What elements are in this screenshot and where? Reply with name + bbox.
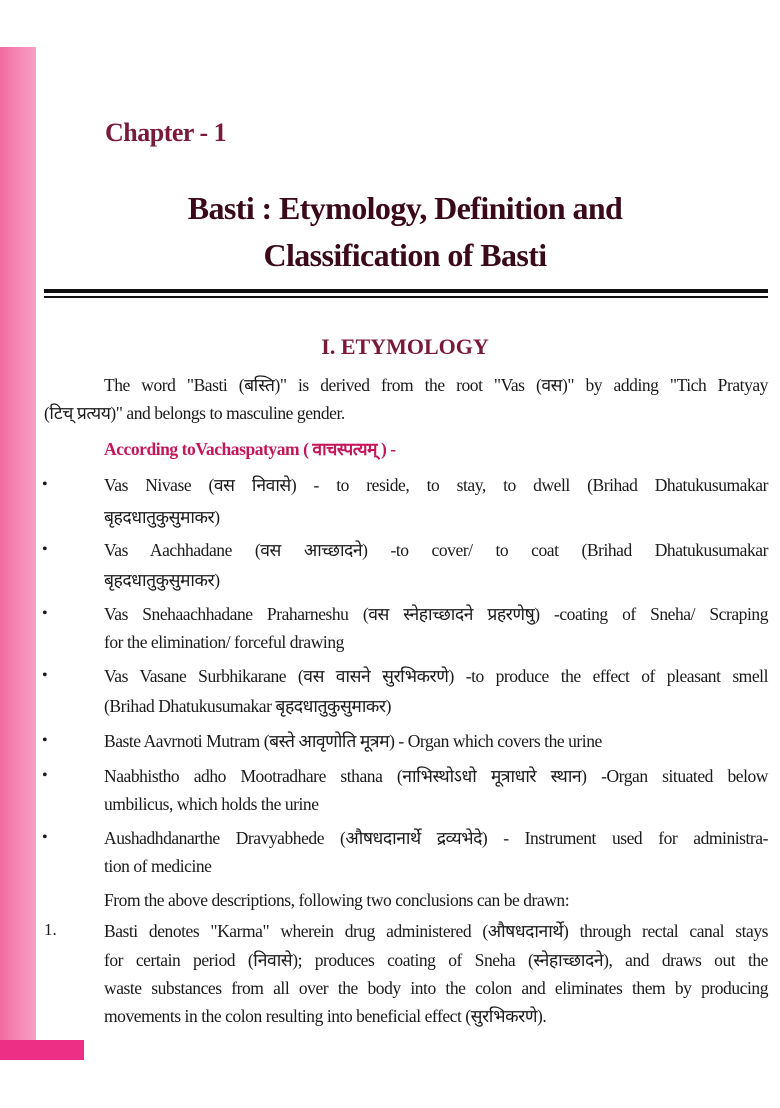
bullet-4-line-2: (Brihad Dhatukusumakar बृहदधातुकुसुमाकर): [104, 696, 391, 716]
conclusion-1-line-3: waste substances from all over the body into the colon and eliminates them by producing: [104, 978, 768, 998]
bullet-icon: •: [42, 541, 48, 558]
bullet-2-line-1: Vas Aachhadane (वस आच्छादने) -to cover/ to coat (Brihad Dhatukusumakar: [104, 540, 768, 560]
bullet-2-line-2: बृहदधातुकुसुमाकर): [104, 570, 220, 590]
conclusion-1-line-4: movements in the colon resulting into beneficial effect (सुरभिकरणे).: [104, 1006, 547, 1026]
chapter-label: Chapter - 1: [105, 118, 227, 147]
bullet-1-line-2: बृहदधातुकुसुमाकर): [104, 507, 220, 527]
intro-line-1: The word "Basti (बस्ति)" is derived from the root "Vas (वस)" by adding "Tich Pratyay: [104, 375, 768, 395]
bullet-1-line-1: Vas Nivase (वस निवासे) - to reside, to stay, to dwell (Brihad Dhatukusumakar: [104, 475, 768, 495]
bullet-icon: •: [42, 829, 48, 846]
chapter-title-line-2: Classification of Basti: [263, 237, 547, 273]
bullet-5-line-1: Baste Aavrnoti Mutram (बस्ते आवृणोति मूत्रम) - Organ which covers the urine: [104, 731, 602, 751]
conclusion-number: 1.: [44, 920, 57, 939]
bullet-6-line-2: umbilicus, which holds the urine: [104, 794, 319, 814]
page-edge-color-bar: [0, 47, 36, 1040]
bullet-3-line-1: Vas Snehaachhadane Praharneshu (वस स्नेहाच्छादने प्रहरणेषु) -coating of Sneha/ Scraping: [104, 604, 768, 624]
intro-line-2: (टिच् प्रत्यय)" and belongs to masculine gender.: [44, 403, 345, 423]
title-divider-thick: [44, 289, 768, 293]
bullet-7-line-1: Aushadhdanarthe Dravyabhede (औषधदानार्थे द्रव्यभेदे) - Instrument used for administra-: [104, 828, 768, 848]
bullet-icon: •: [42, 767, 48, 784]
chapter-title-line-1: Basti : Etymology, Definition and: [187, 190, 623, 226]
conclusion-intro: From the above descriptions, following two conclusions can be drawn:: [104, 890, 570, 910]
bullet-6-line-1: Naabhistho adho Mootradhare sthana (नाभिस्थोऽधो मूत्राधारे स्थान) -Organ situated below: [104, 766, 768, 786]
bullet-4-line-1: Vas Vasane Surbhikarane (वस वासने सुरभिकरणे) -to produce the effect of pleasant smell: [104, 666, 768, 686]
page-edge-tab: [0, 1040, 84, 1060]
bullet-icon: •: [42, 605, 48, 622]
title-divider-thin: [44, 296, 768, 298]
bullet-icon: •: [42, 476, 48, 493]
bullet-3-line-2: for the elimination/ forceful drawing: [104, 632, 344, 652]
conclusion-1-line-2: for certain period (निवासे); produces coating of Sneha (स्नेहाच्छादने), and draws out the: [104, 950, 768, 970]
conclusion-1-line-1: Basti denotes "Karma" wherein drug administered (औषधदानार्थे) through rectal canal stays: [104, 921, 768, 941]
section-heading: I. ETYMOLOGY: [321, 334, 489, 359]
subheading: According toVachaspatyam ( वाचस्पत्यम् ) -: [104, 439, 396, 459]
bullet-icon: •: [42, 667, 48, 684]
bullet-7-line-2: tion of medicine: [104, 856, 212, 876]
bullet-icon: •: [42, 732, 48, 749]
